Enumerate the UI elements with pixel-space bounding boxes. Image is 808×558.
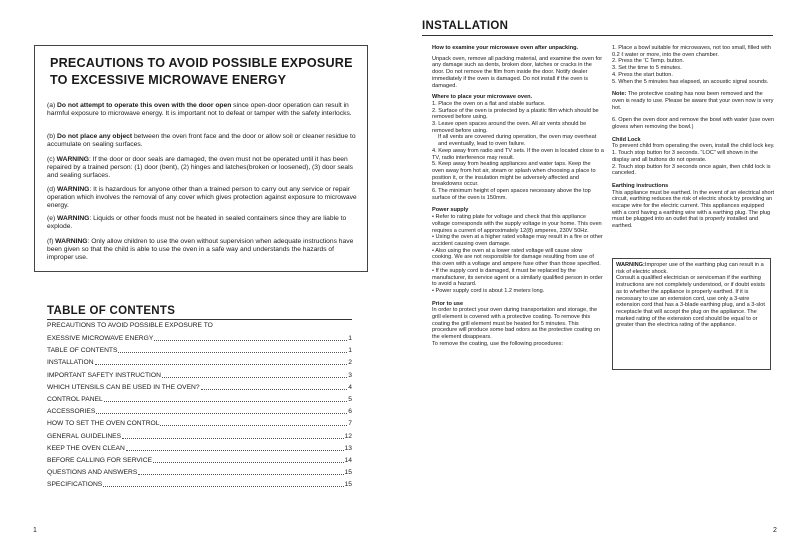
toc-entry-page: 2 bbox=[348, 359, 352, 367]
where-item: 6. The minimum height of open spaces necessary above the top surface of the oven is 150mm. bbox=[432, 188, 591, 201]
toc-entry-page: 15 bbox=[344, 481, 352, 489]
where-heading: Where to place your microwave oven. bbox=[432, 94, 533, 101]
toc-entry bbox=[47, 457, 352, 465]
coating-step: 2. Press the ‘C Temp. button. bbox=[612, 58, 685, 65]
examine-heading: How to examine your microwave oven after unpacking. bbox=[432, 45, 579, 51]
toc-entry-page: 1 bbox=[348, 335, 352, 342]
where-item: 4. Keep away from radio and TV sets. If the oven is located close to a TV, radio interference may result. bbox=[432, 147, 604, 161]
examine-text: Unpack oven, remove all packing material, and examine the oven for any damage such as dents, broken door, latches or cracks in the door. Do not remove the film from inside the door. Notify dealer immediately if the oven is damaged. Do not install if the oven is damaged. bbox=[432, 55, 603, 89]
toc-entry-page: 6 bbox=[348, 408, 352, 416]
precaution-item-a: (a) Do not attempt to operate this oven with the door open since open-door operation can result in harmful exposure to microwave energy. It is important not to defeat or tamper with the safety interlocks. bbox=[47, 102, 352, 118]
installation-title: INSTALLATION bbox=[422, 20, 509, 32]
toc-leader-dots bbox=[122, 438, 343, 439]
toc-entry-label: INSTALLATION bbox=[47, 359, 94, 367]
where-item: If all vents are covered during operation, the oven may overheat and eventually, lead to oven failure. bbox=[438, 134, 597, 148]
toc-entry-label: SPECIFICATIONS bbox=[47, 481, 103, 489]
prior-text-2: To remove the coating, use the following procedures: bbox=[432, 340, 563, 347]
toc-entry-page: 14 bbox=[344, 457, 352, 464]
toc-leader-dots bbox=[154, 340, 347, 341]
toc-entry-label: KEEP THE OVEN CLEAN bbox=[47, 444, 125, 452]
power-heading: Power supply bbox=[432, 207, 469, 214]
toc-entry-page: 12 bbox=[344, 432, 352, 440]
power-item: • Refer to rating plate for voltage and check that this appliance voltage corresponds with the supply voltage in your home. This oven requires a current of approximately 12(8) amperes, 230V 50Hz. bbox=[432, 214, 602, 234]
page-number-left: 1 bbox=[33, 527, 37, 534]
toc-entry-page: 7 bbox=[348, 420, 352, 428]
toc-entry-label: TABLE OF CONTENTS bbox=[47, 347, 118, 355]
toc-entry-page: 13 bbox=[344, 444, 352, 452]
precautions-title: PRECAUTIONS TO AVOID POSSIBLE EXPOSURE TO EXCESSIVE MICROWAVE ENERGY bbox=[50, 56, 353, 87]
installation-left-column bbox=[432, 45, 604, 348]
precaution-item-c: (c) WARNING: If the door or door seals are damaged, the oven must not be operated until it has been repaired by a trained person: (1) door (bent), (2) hinges and latches(broken or loosened), (3) door seals and sealing surfaces. bbox=[47, 156, 353, 180]
where-item: 1. Place the oven on a flat and stable surface. bbox=[432, 100, 546, 107]
prior-text: In order to protect your oven during transportation and storage, the grill element is covered with a protective coating. To remove this coating the grill element must be heated for 5 minutes. This procedure will produce some bad odors as the protective coating on the element disappears. bbox=[432, 307, 600, 341]
toc-entry bbox=[47, 384, 352, 392]
toc-entry-label: ACCESSORIES bbox=[47, 408, 96, 416]
coating-step: 4. Press the start button. bbox=[612, 71, 673, 78]
toc-entry-label: QUESTIONS AND ANSWERS bbox=[47, 469, 138, 477]
toc-entry-label: CONTROL PANEL bbox=[47, 396, 103, 403]
child-lock-item: 1. Touch stop button for 3 seconds. “LOC” will shown in the display and all buttons do not operate. bbox=[612, 150, 759, 163]
coating-step: 1. Place a bowl suitable for microwaves, not too small, filled with 0.2 ℓ water or more, into the oven chamber. bbox=[612, 45, 771, 58]
where-item: 2. Surface of the oven is protected by a plastic film which should be removed before using. bbox=[432, 107, 599, 121]
toc-leader-dots bbox=[160, 425, 347, 426]
precaution-item-b: (b) Do not place any object between the oven front face and the door or allow soil or cleaner residue to accumulate on sealing surfaces. bbox=[47, 133, 356, 149]
child-lock-heading: Child Lock bbox=[612, 136, 641, 143]
toc-entry-label: IMPORTANT SAFETY INSTRUCTION bbox=[47, 371, 161, 379]
earthing-warning-box bbox=[612, 258, 771, 370]
toc-entry-page: 15 bbox=[344, 469, 352, 477]
toc-leader-dots bbox=[96, 413, 347, 414]
toc-title: TABLE OF CONTENTS bbox=[47, 305, 176, 317]
coating-note: Note: The protective coating has now been removed and the oven is ready to use. Please be aware that your oven now is very hot. bbox=[612, 91, 774, 111]
toc-leader-dots bbox=[104, 401, 348, 402]
toc-first-line: PRECAUTIONS TO AVOID POSSIBLE EXPOSURE TO bbox=[47, 322, 213, 329]
coating-step: 3. Set the time to 5 minutes. bbox=[612, 65, 682, 72]
coating-step-6: 6. Open the oven door and remove the bowl with water (use oven gloves when removing the bowl.) bbox=[612, 117, 775, 131]
toc-entry bbox=[47, 396, 352, 404]
power-item: • If the supply cord is damaged, it must be replaced by the manufacturer, its service agent or a similarly qualified person in order to avoid a hazard. bbox=[432, 267, 603, 288]
toc-leader-dots bbox=[153, 462, 344, 463]
toc-leader-dots bbox=[201, 389, 348, 390]
toc-entry bbox=[47, 335, 352, 343]
toc-entry-label: WHICH UTENSILS CAN BE USED IN THE OVEN? bbox=[47, 383, 200, 391]
toc-rule bbox=[47, 319, 352, 320]
child-lock-text: To prevent child from operating the oven, install the child lock key. bbox=[612, 143, 775, 150]
toc-entry-label: HOW TO SET THE OVEN CONTROL bbox=[47, 420, 160, 428]
toc-entry bbox=[47, 469, 352, 477]
toc-entry bbox=[47, 359, 352, 367]
toc-entry bbox=[47, 347, 352, 355]
page-number-right: 2 bbox=[773, 527, 777, 534]
child-lock-item: 2. Touch stop button for 3 seconds once again, then child lock is canceled. bbox=[612, 163, 771, 177]
installation-right-column bbox=[612, 45, 775, 230]
earthing-warning-line: WARNING:Improper use of the earthing plug can result in a risk of electric shock. bbox=[616, 262, 764, 275]
power-item: • Using the oven at a higher rated voltage may result in a fire or other accident causing oven damage. bbox=[432, 234, 603, 247]
toc-entry bbox=[47, 420, 352, 428]
installation-rule bbox=[422, 35, 773, 36]
where-item: 5. Keep away from heating appliances and water taps. Keep the oven away from hot air, steam or splash when choosing a place to position it, or the insulation might be adversely affected and breakdowns occur. bbox=[432, 161, 596, 188]
toc-entry-label: EXESSIVE MICROWAVE ENERGY bbox=[47, 335, 154, 342]
toc-entry bbox=[47, 408, 352, 416]
toc-entry bbox=[47, 445, 352, 453]
toc-entry-label: GENERAL GUIDELINES bbox=[47, 432, 122, 440]
toc-entry bbox=[47, 372, 352, 380]
toc-leader-dots bbox=[103, 486, 343, 487]
toc-entry bbox=[47, 433, 352, 441]
toc-entry-page: 5 bbox=[348, 396, 352, 403]
earthing-heading: Earthing instructions bbox=[612, 182, 669, 189]
toc-leader-dots bbox=[95, 364, 348, 365]
toc-entry-page: 1 bbox=[348, 347, 352, 355]
earthing-warning-text: Consult a qualified electrician or serviceman if the earthing instructions are not completely understood, or if doubt exists as to whether the appliance is properly earthed. If it is necessary to use an extension cord, use only a 3-wire extension cord that has a 3-blade earthing plug, and a 3-slot receptacle that will accept the plug on the appliance. The marked rating of the extension cord should be equal to or greater than the electrica rating of the appliance. bbox=[616, 275, 765, 329]
power-item: • Also using the oven at a lower rated voltage will cause slow cooking. We are not responsible for damage resulting from use of this oven with a voltage and ampere fuse other than those specified. bbox=[432, 247, 601, 268]
toc-entry-label: BEFORE CALLING FOR SERVICE bbox=[47, 457, 153, 464]
toc-leader-dots bbox=[138, 474, 343, 475]
precaution-item-f: (f) WARNING: Only allow children to use the oven without supervision when adequate instructions have been given so that the child is able to use the oven in a safe way and understands the hazards of improper use. bbox=[47, 238, 354, 262]
toc-entry bbox=[47, 481, 352, 489]
toc-leader-dots bbox=[162, 377, 347, 378]
toc-leader-dots bbox=[118, 352, 347, 353]
prior-heading: Prior to use bbox=[432, 300, 464, 307]
toc-leader-dots bbox=[126, 450, 344, 451]
where-item: 3. Leave open spaces around the oven. All air vents should be removed before using. bbox=[432, 121, 587, 134]
toc-entry-page: 4 bbox=[348, 383, 352, 391]
precaution-item-d: (d) WARNING: It is hazardous for anyone other than a trained person to carry out any service or repair operation which involves the removal of any cover which gives protection against exposure to microwave energy. bbox=[47, 186, 357, 210]
toc-entry-page: 3 bbox=[348, 371, 352, 379]
precaution-item-e: (e) WARNING: Liquids or other foods must not be heated in sealed containers since they are liable to explode. bbox=[47, 215, 347, 231]
earthing-text: This appliance must be earthed. In the event of an electrical short circuit, earthing reduces the risk of electric shock by providing an escape wire for the electric current. This appliances equipped with a cord having a earthing wire with a earthing plug. The plug must be plugged into an outlet that is properly installed and earthed. bbox=[612, 189, 775, 230]
coating-step: 5. When the 5 minutes has elapsed, an acoustic signal sounds. bbox=[612, 78, 769, 85]
power-item: • Power supply cord is about 1.2 meters long. bbox=[432, 287, 545, 294]
